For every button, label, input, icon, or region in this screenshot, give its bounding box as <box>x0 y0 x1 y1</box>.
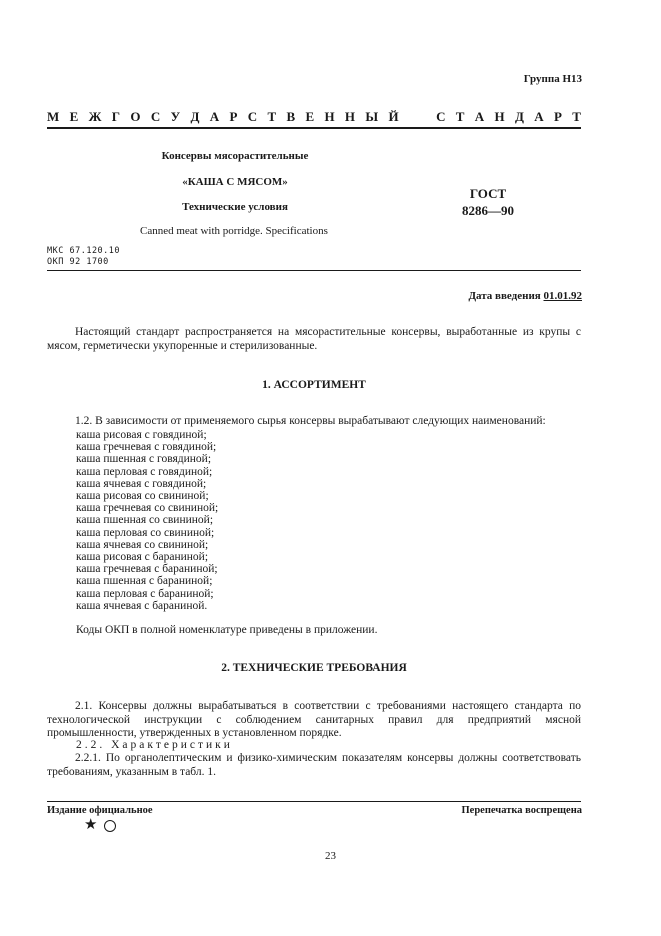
product-category: Консервы мясорастительные <box>161 150 309 162</box>
gost-designation <box>440 185 536 219</box>
page-number: 23 <box>325 850 336 862</box>
scope-paragraph: Настоящий стандарт распространяется на мясорастительные консервы, выработанные из крупы с мясом, герметически укупоренные и стерилизованные. <box>47 326 581 352</box>
section-heading-technical-requirements: 2. ТЕХНИЧЕСКИЕ ТРЕБОВАНИЯ <box>221 662 407 674</box>
title-letter: Т <box>455 109 465 124</box>
title-letter: О <box>130 109 141 124</box>
top-rule <box>47 127 581 129</box>
title-letter: С <box>436 109 446 124</box>
title-letter: Р <box>553 109 562 124</box>
gost-label: ГОСТ <box>469 186 507 201</box>
list-item: каша перловая с говядиной; <box>76 465 213 478</box>
group-label: Группа Н13 <box>523 73 582 85</box>
list-item: каша пшенная с говядиной; <box>76 453 212 466</box>
okp-codes-note: Коды ОКП в полной номенклатуре приведены в приложении. <box>76 624 378 636</box>
paragraph-2-2-1: 2.2.1. По органолептическим и физико-химическим показателям консервы должны соответствовать требованиям, указанным в табл. 1. <box>47 752 581 778</box>
list-item: каша перловая с бараниной; <box>76 587 214 600</box>
title-letter: Т <box>267 109 277 124</box>
title-letter: Г <box>111 109 121 124</box>
assortment-lead-paragraph: 1.2. В зависимости от применяемого сырья консервы вырабатывают следующих наименований: <box>75 415 546 427</box>
okp-code: ОКП 92 1700 <box>47 257 109 267</box>
title-letter: Д <box>190 109 200 124</box>
official-edition-label: Издание официальное <box>47 805 153 816</box>
title-letter: Д <box>514 109 524 124</box>
gost-number: 8286—90 <box>462 203 514 218</box>
english-title: Canned meat with porridge. Specifications <box>140 225 328 237</box>
circle-icon <box>104 820 116 832</box>
star-icon: ★ <box>84 817 98 833</box>
title-letter: В <box>286 109 296 124</box>
list-item: каша гречневая со свининой; <box>76 502 219 515</box>
interstate-standard-title <box>47 109 581 125</box>
assortment-list <box>76 429 218 612</box>
title-letter: Т <box>572 109 581 124</box>
paragraph-2-1: 2.1. Консервы должны вырабатываться в соответствии с требованиями настоящего стандарта по технологической инструкции с соблюдением санитарных правил для предприятий мясной промышленности, утвержденных в установленном порядке. <box>47 700 581 739</box>
title-letter: С <box>150 109 161 124</box>
document-type: Технические условия <box>182 201 288 213</box>
title-letter: Е <box>69 109 79 124</box>
list-item: каша ячневая со свининой; <box>76 538 209 551</box>
title-letter: Н <box>324 109 335 124</box>
list-item: каша рисовая с говядиной; <box>76 429 207 441</box>
list-item: каша пшенная со свининой; <box>76 514 214 527</box>
list-item: каша ячневая с говядиной; <box>76 477 207 490</box>
list-item: каша ячневая с бараниной. <box>76 599 208 612</box>
title-letter: А <box>534 109 544 124</box>
product-name: «КАША С МЯСОМ» <box>182 176 288 188</box>
title-letter: Й <box>388 109 399 124</box>
reprint-prohibited-label: Перепечатка воспрещена <box>461 805 582 816</box>
title-letter: У <box>170 109 181 124</box>
list-item: каша гречневая с говядиной; <box>76 441 217 454</box>
list-item: каша перловая со свининой; <box>76 526 215 539</box>
title-letter: Ы <box>365 109 379 124</box>
title-letter: А <box>474 109 485 124</box>
title-letter: Р <box>229 109 238 124</box>
list-item: каша пшенная с бараниной; <box>76 575 213 588</box>
middle-rule <box>47 270 581 271</box>
title-letter: А <box>209 109 220 124</box>
date-label: Дата введения <box>468 290 541 302</box>
title-letter: Н <box>344 109 356 124</box>
mks-code: МКС 67.120.10 <box>47 246 121 256</box>
footer-rule <box>47 801 581 802</box>
title-letter: С <box>247 109 258 124</box>
title-letter: Е <box>305 109 315 124</box>
list-item: каша рисовая со свининой; <box>76 490 209 503</box>
list-item: каша рисовая с бараниной; <box>76 551 209 564</box>
title-letter: Ж <box>88 109 102 124</box>
section-heading-assortment: 1. АССОРТИМЕНТ <box>262 379 366 391</box>
list-item: каша гречневая с бараниной; <box>76 563 218 576</box>
title-letter <box>422 109 425 125</box>
date-value: 01.01.92 <box>543 290 582 302</box>
title-letter: Н <box>494 109 505 124</box>
title-letter <box>409 109 412 125</box>
paragraph-2-2: 2.2. Характеристики <box>76 739 233 751</box>
introduction-date <box>468 290 582 302</box>
title-letter: М <box>47 109 60 124</box>
